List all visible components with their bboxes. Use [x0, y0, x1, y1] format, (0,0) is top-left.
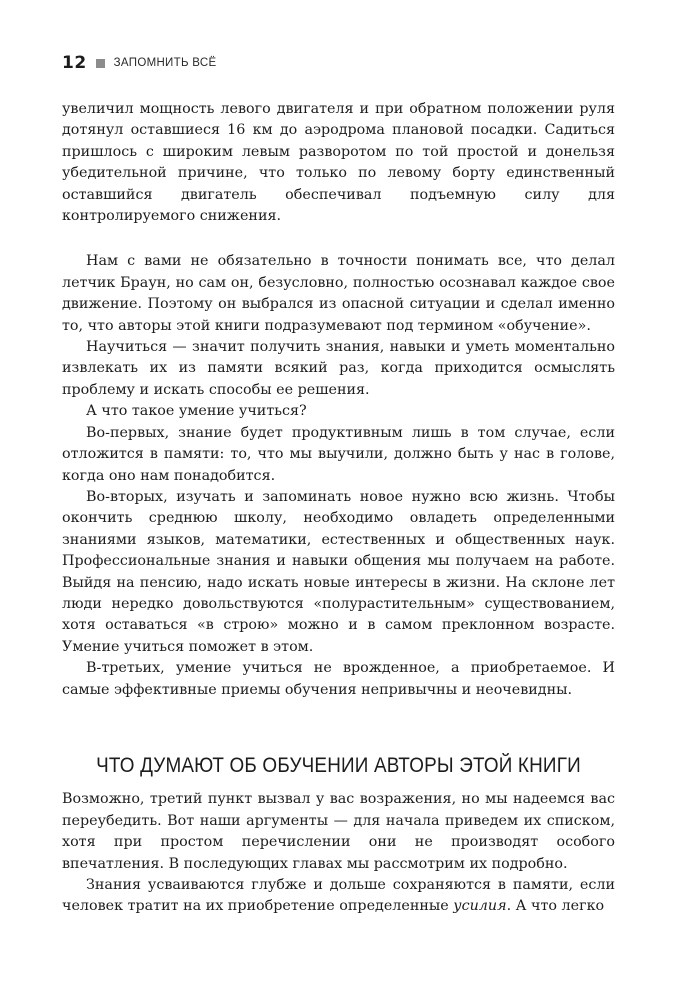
text-run: . А что легко [506, 898, 605, 915]
paragraph-gap [62, 227, 615, 251]
paragraph: Нам с вами не обязательно в точности понимать все, что делал летчик Браун, но сам он, безусловно, полностью осознавал каждое свое движение. Поэтому он выбрался из опасной ситуации и сделал именно то, что авторы этой книги подразумевают под термином «обучение». [62, 253, 615, 334]
text-run: Знания усваиваются глубже и дольше сохраняются в памяти, если человек тратит на их приобретение определенные [62, 877, 615, 915]
page-body [62, 99, 615, 918]
section-paragraph: Возможно, третий пункт вызвал у вас возражения, но мы надеемся вас переубедить. Вот наши аргументы — для начала приведем их списком, хотя при простом перечислении они не производят особого впечатления. В последующих главах мы рассмотрим их подробно. [62, 791, 615, 872]
running-header [62, 52, 216, 74]
paragraph: Во-первых, знание будет продуктивным лишь в том случае, если отложится в памяти: то, что мы выучили, должно быть у нас в голове, когда оно нам понадобится. [62, 424, 615, 484]
paragraph-continued: увеличил мощность левого двигателя и при обратном положении руля дотянул оставшиеся 16 км до аэродрома плановой посадки. Садиться пришлось с широким левым разворотом по той простой и донельзя убедительной причине, что только по левому борту единственный оставшийся двигатель обеспечивал подъемную силу для контролируемого снижения. [62, 101, 615, 225]
paragraph: Научиться — значит получить знания, навыки и уметь моментально извлекать их из памяти всякий раз, когда приходится осмыслять проблему и искать способы ее решения. [62, 339, 615, 398]
running-title: ЗАПОМНИТЬ ВСЁ [113, 57, 217, 69]
paragraph: В-третьих, умение учиться не врожденное, а приобретаемое. И самые эффективные приемы обучения непривычны и неочевидны. [62, 660, 615, 698]
page-number: 12 [62, 53, 87, 73]
emphasis-text: усилия [453, 898, 507, 915]
header-square-marker [96, 59, 105, 68]
section-paragraph [62, 875, 615, 918]
paragraph: А что такое умение учиться? [86, 403, 307, 420]
section-heading: ЧТО ДУМАЮТ ОБ ОБУЧЕНИИ АВТОРЫ ЭТОЙ КНИГИ [96, 753, 581, 777]
paragraph: Во-вторых, изучать и запоминать новое нужно всю жизнь. Чтобы окончить среднюю школу, необходимо овладеть определенными знаниями языков, математики, естественных и общественных наук. Профессиональные знания и навыки общения мы получаем на работе. Выйдя на пенсию, надо искать новые интересы в жизни. На склоне лет люди нередко довольствуются «полурастительным» существованием, хотя оставаться «в строю» можно и в самом преклонном возрасте. Умение учиться поможет в этом. [62, 488, 615, 655]
